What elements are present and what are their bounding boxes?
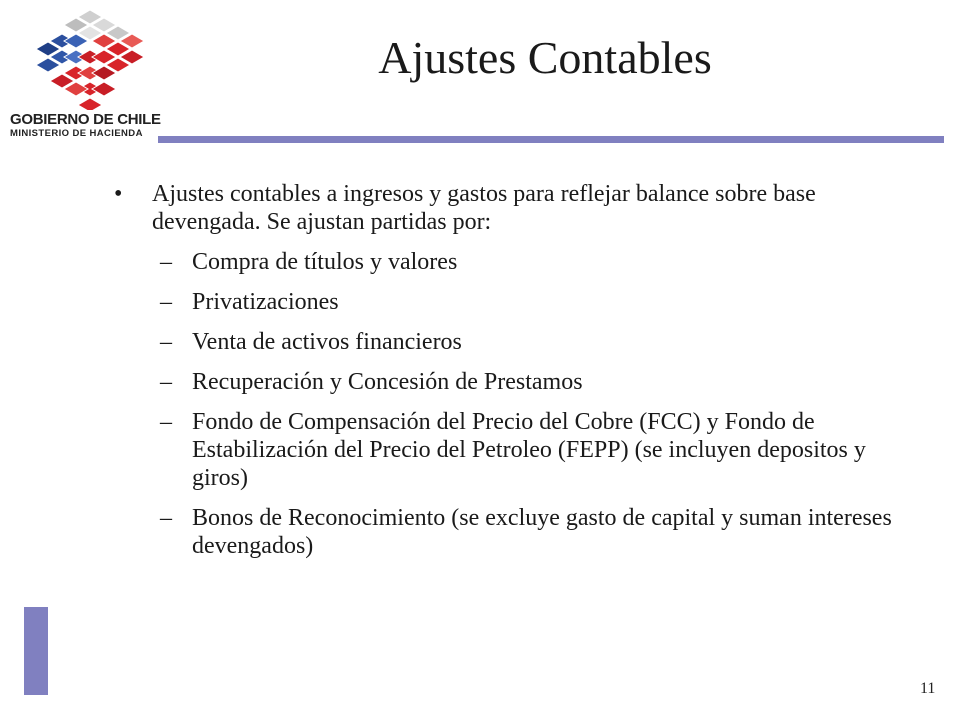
sub-item — [112, 248, 912, 276]
sub-item — [112, 328, 912, 356]
logo-text — [10, 112, 170, 140]
decorative-side-bar — [24, 607, 48, 695]
dash-icon: – — [160, 409, 172, 435]
dash-icon: – — [160, 289, 172, 315]
gobierno-cube-emblem-icon — [30, 6, 150, 110]
sub-item-text: Compra de títulos y valores — [192, 249, 458, 275]
sub-item-text: Bonos de Reconocimiento (se excluye gasto de capital y suman intereses devengados) — [192, 505, 892, 559]
slide-content — [112, 180, 912, 560]
dash-icon: – — [160, 369, 172, 395]
sub-item — [112, 368, 912, 396]
sub-item-text: Privatizaciones — [192, 289, 339, 315]
sub-item-text: Fondo de Compensación del Precio del Cobre (FCC) y Fondo de Estabilización del Precio del Petroleo (FEPP) (se incluyen depositos y giros) — [192, 409, 866, 491]
dash-icon: – — [160, 329, 172, 355]
bullet-item — [112, 180, 912, 236]
gobierno-logo — [10, 6, 160, 146]
sub-item — [112, 504, 912, 560]
page-number: 11 — [920, 680, 936, 697]
dash-icon: – — [160, 505, 172, 531]
sub-item — [112, 408, 912, 492]
bullet-icon: • — [114, 181, 123, 207]
bullet-text: Ajustes contables a ingresos y gastos para reflejar balance sobre base devengada. Se ajustan partidas por: — [152, 181, 816, 235]
dash-icon: – — [160, 249, 172, 275]
sub-item-text: Venta de activos financieros — [192, 329, 462, 355]
logo-line2: MINISTERIO DE HACIENDA — [10, 128, 143, 139]
sub-list — [112, 248, 912, 560]
logo-line1: GOBIERNO DE CHILE — [10, 111, 161, 128]
sub-item-text: Recuperación y Concesión de Prestamos — [192, 369, 583, 395]
title-rule — [158, 136, 944, 143]
sub-item — [112, 288, 912, 316]
slide-title: Ajustes Contables — [378, 32, 712, 83]
